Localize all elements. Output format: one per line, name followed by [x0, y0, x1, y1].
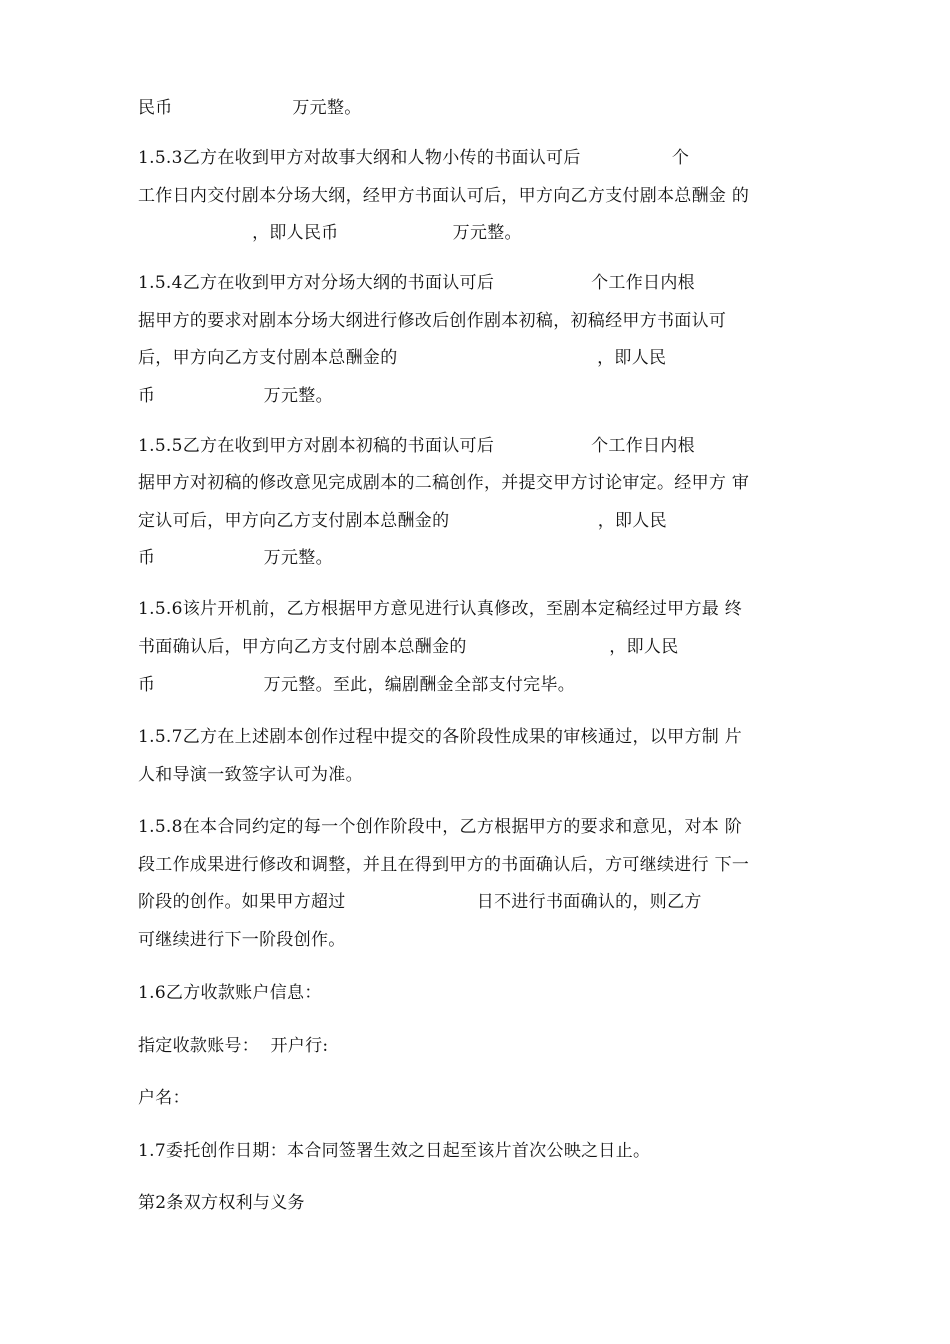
- account-number-line: 指定收款账号： 开户行:: [138, 1036, 329, 1056]
- clause-1-5-3: 1.5.3乙方在收到甲方对故事大纲和人物小传的书面认可后 个: [138, 148, 690, 168]
- account-name-line: 户名：: [138, 1088, 190, 1108]
- text-line: 民币 万元整。: [138, 98, 362, 118]
- clause-1-5-5: 1.5.5乙方在收到甲方对剧本初稿的书面认可后 个工作日内根: [138, 436, 695, 456]
- clause-1-7: 1.7委托创作日期：本合同签署生效之日起至该片首次公映之日止。: [138, 1141, 651, 1161]
- text-line: 阶段的创作。如果甲方超过 日不进行书面确认的，则乙方: [138, 892, 702, 912]
- text-line: 定认可后，甲方向乙方支付剧本总酬金的 ，即人民: [138, 511, 667, 531]
- text-line: 工作日内交付剧本分场大纲，经甲方书面认可后，甲方向乙方支付剧本总酬金 的: [138, 186, 750, 206]
- text-line: 人和导演一致签字认可为准。: [138, 765, 363, 785]
- clause-1-5-6: 1.5.6该片开机前，乙方根据甲方意见进行认真修改，至剧本定稿经过甲方最 终: [138, 599, 743, 619]
- text-line: 书面确认后，甲方向乙方支付剧本总酬金的 ，即人民: [138, 637, 679, 657]
- text-line: 币 万元整。: [138, 386, 333, 406]
- text-line: 后，甲方向乙方支付剧本总酬金的 ，即人民: [138, 348, 667, 368]
- section-heading: 第2条双方权利与义务: [138, 1193, 305, 1213]
- clause-1-5-7: 1.5.7乙方在上述剧本创作过程中提交的各阶段性成果的审核通过，以甲方制 片: [138, 727, 743, 747]
- text-line: 可继续进行下一阶段创作。: [138, 930, 346, 950]
- text-line: ，即人民币 万元整。: [138, 223, 522, 243]
- text-line: 币 万元整。: [138, 548, 333, 568]
- clause-1-5-4: 1.5.4乙方在收到甲方对分场大纲的书面认可后 个工作日内根: [138, 273, 695, 293]
- text-line: 段工作成果进行修改和调整，并且在得到甲方的书面确认后，方可继续进行 下一: [138, 855, 750, 875]
- text-line: 币 万元整。至此，编剧酬金全部支付完毕。: [138, 675, 576, 695]
- clause-1-5-8: 1.5.8在本合同约定的每一个创作阶段中，乙方根据甲方的要求和意见，对本 阶: [138, 817, 743, 837]
- clause-1-6: 1.6乙方收款账户信息：: [138, 983, 322, 1003]
- text-line: 据甲方的要求对剧本分场大纲进行修改后创作剧本初稿，初稿经甲方书面认可: [138, 311, 727, 331]
- text-line: 据甲方对初稿的修改意见完成剧本的二稿创作，并提交甲方讨论审定。经甲方 审: [138, 473, 750, 493]
